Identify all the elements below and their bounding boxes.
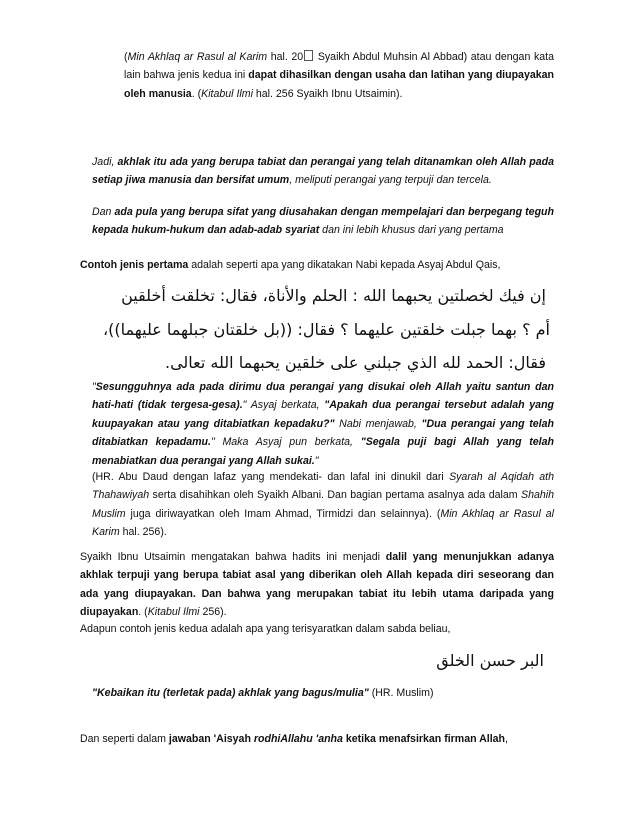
paragraph-hadith-source: (HR. Abu Daud dengan lafaz yang mendekati- dan lafal ini dinukil dari Syarah al Aqidah ath Thahawiyah serta disahihkan oleh Syaikh Albani. Dan bagian pertama asalnya ada dalam Shahih Muslim juga diriwayatkan oleh Imam Ahmad, Tirmidzi dan selainnya). (Min Akhlaq ar Rasul al Karim hal. 256).: [92, 471, 554, 539]
paragraph-jadi: Jadi, akhlak itu ada yang berupa tabiat dan perangai yang telah ditanamkan oleh Allah pada setiap jiwa manusia dan bersifat umum, meliputi perangai yang terpuji dan tercela.: [92, 156, 554, 187]
paragraph-contoh-kedua: Adapun contoh jenis kedua adalah apa yang terisyaratkan dalam sabda beliau,: [80, 623, 451, 635]
paragraph-ibnu-utsaimin: Syaikh Ibnu Utsaimin mengatakan bahwa hadits ini menjadi dalil yang menunjukkan adanya akhlak terpuji yang berupa tabiat asal yang diberikan oleh Allah kepada diri seseorang dan ada yang diupayakan. Dan bahwa yang merupakan tabiat itu lebih utama daripada yang diupayakan. (Kitabul Ilmi 256).: [80, 551, 554, 619]
book-title: Min Akhlaq ar Rasul al Karim: [127, 51, 268, 63]
paragraph-contoh-pertama: Contoh jenis pertama adalah seperti apa yang dikatakan Nabi kepada Asyaj Abdul Qais,: [80, 259, 501, 271]
paragraph-dan-ada-pula: Dan ada pula yang berupa sifat yang diusahakan dengan mempelajari dan berpegang teguh kepada hukum-hukum dan adab-adab syariat dan ini lebih khusus dari yang pertama: [92, 206, 554, 237]
paragraph-translation: "Sesungguhnya ada pada dirimu dua perangai yang disukai oleh Allah yaitu santun dan hati-hati (tidak tergesa-gesa)." Asyaj berkata, "Apakah dua perangai tersebut adalah yang kuupayakan atau yang ditabiatkan kepadaku?" Nabi menjawab, "Dua perangai yang telah ditabiatkan kepadamu." Maka Asyaj pun berkata, "Segala puji bagi Allah yang telah menabiatkan dua perangai yang Allah sukai.": [92, 381, 555, 467]
arabic-al-birr: البر حسن الخلق: [436, 651, 544, 670]
missing-glyph-icon: [304, 50, 313, 61]
paragraph-kebaikan: "Kebaikan itu (terletak pada) akhlak yang bagus/mulia" (HR. Muslim): [92, 687, 434, 699]
arabic-line-3: فقال: الحمد لله الذي جبلني على خلقين يحبهما الله تعالى.: [165, 353, 546, 372]
arabic-line-2: أم ؟ بهما جبلت خلقتين عليهما ؟ فقال: ((بل خلقتان جبلهما عليهما))،: [102, 320, 550, 339]
arabic-line-1: إن فيك لخصلتين يحبهما الله : الحلم والأناة، فقال: تخلقت أخلقين: [121, 286, 546, 305]
paragraph-jawaban-aisyah: Dan seperti dalam jawaban 'Aisyah rodhiAllahu 'anha ketika menafsirkan firman Allah,: [80, 733, 508, 745]
paragraph-reference-intro: (Min Akhlaq ar Rasul al Karim hal. 20 Syaikh Abdul Muhsin Al Abbad) atau dengan kata lain bahwa jenis kedua ini dapat dihasilkan dengan usaha dan latihan yang diupayakan oleh manusia. (Kitabul Ilmi hal. 256 Syaikh Ibnu Utsaimin).: [124, 51, 554, 100]
